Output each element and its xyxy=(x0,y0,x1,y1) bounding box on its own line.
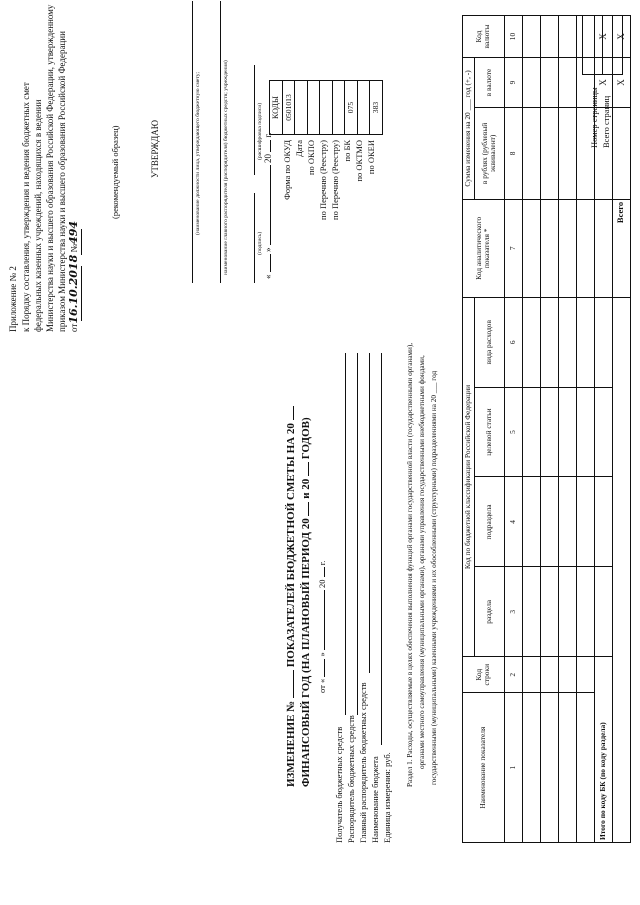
x-mark: X xyxy=(594,58,612,108)
table-cell[interactable] xyxy=(522,58,540,108)
col-header-row-code: Код строки xyxy=(463,657,505,693)
signature-caption: (подпись) xyxy=(257,231,263,255)
table-cell[interactable] xyxy=(558,477,576,567)
codes-label-okud: Форма по ОКУД xyxy=(282,140,292,200)
table-cell[interactable] xyxy=(594,477,612,567)
codes-label-oktmo: по ОКТМО xyxy=(354,140,364,182)
order-date-underline xyxy=(81,266,82,321)
doc-title-date xyxy=(318,561,328,693)
col-num: 7 xyxy=(504,199,522,297)
col-num: 9 xyxy=(504,58,522,108)
approve-institution-caption: наименование главного распорядителя (распорядителя) бюджетных средств; учреждения) xyxy=(223,60,229,275)
table-cell[interactable] xyxy=(576,199,594,297)
table-cell[interactable] xyxy=(594,567,612,657)
table-cell[interactable] xyxy=(576,567,594,657)
col-header-currency-code: Код валюты xyxy=(463,16,505,58)
table-cell[interactable] xyxy=(522,16,540,58)
x-mark: X xyxy=(612,16,630,58)
col-num: 5 xyxy=(504,387,522,477)
field-recipient: Получатель бюджетных средств xyxy=(334,726,344,843)
recommended-label: (рекомендуемый образец) xyxy=(110,125,120,219)
col-header-analytic: Код аналитического показателя * xyxy=(463,199,505,297)
table-cell[interactable] xyxy=(612,107,630,199)
table-cell[interactable] xyxy=(594,199,612,297)
doc-title-period: ФИНАНСОВЫЙ ГОД (НА ПЛАНОВЫЙ ПЕРИОД 20 xyxy=(300,518,312,787)
table-cell[interactable] xyxy=(540,693,558,843)
table-cell[interactable] xyxy=(522,693,540,843)
total-bk-label: Итого по коду БК (по коду раздела) xyxy=(594,657,612,843)
doc-title-years: ГОДОВ) xyxy=(300,417,312,460)
decoding-caption: (расшифровка подписи) xyxy=(257,102,263,160)
table-cell[interactable] xyxy=(576,297,594,387)
field-budget-name: Наименование бюджета xyxy=(370,756,380,843)
date-quote-close: » xyxy=(263,247,273,252)
page-number-label: Номер страницы xyxy=(589,87,599,148)
approve-title: УТВЕРЖДАЮ xyxy=(150,119,160,178)
x-mark: X xyxy=(612,58,630,108)
doc-title-number-label: ИЗМЕНЕНИЕ № xyxy=(285,700,297,787)
date-year-suffix: г. xyxy=(263,132,273,138)
col-num: 4 xyxy=(504,477,522,567)
col-num: 3 xyxy=(504,567,522,657)
page-total-label: Всего страниц xyxy=(601,95,611,148)
table-cell[interactable] xyxy=(594,387,612,477)
order-number: 494 xyxy=(67,220,80,244)
table-cell[interactable] xyxy=(558,387,576,477)
codes-label-okei: по ОКЕИ xyxy=(366,140,376,175)
field-main-distributor: Главный распорядитель бюджетных средств xyxy=(358,682,368,843)
codes-table xyxy=(269,80,383,135)
doc-title-main: ПОКАЗАТЕЛЕЙ БЮДЖЕТНОЙ СМЕТЫ НА 20 xyxy=(285,423,297,668)
col-header-name: Наименование показателя xyxy=(463,693,505,843)
table-cell[interactable] xyxy=(522,199,540,297)
field-distributor-line[interactable] xyxy=(357,353,358,715)
col-header-rub: в рублях (рублевый эквивалент) xyxy=(474,107,504,199)
table-cell[interactable] xyxy=(522,657,540,693)
doc-date-quote: » xyxy=(317,652,327,657)
table-cell[interactable] xyxy=(540,16,558,58)
codes-value-registry-1 xyxy=(320,81,333,135)
col-header-podrazdel: подраздела xyxy=(474,477,504,567)
table-cell[interactable] xyxy=(558,58,576,108)
table-row xyxy=(558,16,576,843)
codes-block xyxy=(269,80,383,135)
table-cell[interactable] xyxy=(558,657,576,693)
order-date: 16.10.2018 xyxy=(67,254,80,324)
table-cell[interactable] xyxy=(576,477,594,567)
codes-label-registry-2: по Перечню (Реестру) xyxy=(330,140,340,220)
field-distributor: Распорядитель бюджетных средств xyxy=(346,715,356,843)
table-cell[interactable] xyxy=(558,107,576,199)
table-cell[interactable] xyxy=(522,477,540,567)
table-cell[interactable] xyxy=(540,58,558,108)
doc-date-year-suffix: г. xyxy=(317,560,327,566)
field-main-distributor-line[interactable] xyxy=(369,353,370,673)
table-row-total xyxy=(612,16,630,843)
table-cell[interactable] xyxy=(540,657,558,693)
col-num: 2 xyxy=(504,657,522,693)
doc-date-year: 20 xyxy=(317,579,327,589)
col-num: 10 xyxy=(504,16,522,58)
codes-value-okei: 383 xyxy=(370,81,383,135)
col-header-bk: Код по бюджетной классификации Российской Федерации xyxy=(463,297,475,656)
date-year-prefix: 20 xyxy=(263,154,273,163)
table-cell[interactable] xyxy=(558,693,576,843)
table-cell[interactable] xyxy=(558,199,576,297)
approve-position-caption: (наименование должности лица, утверждающего бюджетную смету; xyxy=(195,71,201,235)
appendix-order-line xyxy=(68,221,81,332)
appendix-line: федеральных казенных учреждений, находящихся в ведении xyxy=(33,99,43,332)
doc-title-line2 xyxy=(300,417,313,787)
date-quote-open: « xyxy=(263,274,273,279)
appendix-title: Приложение № 2 xyxy=(8,266,18,332)
approve-date xyxy=(263,133,273,279)
table-cell[interactable] xyxy=(540,199,558,297)
codes-label-bk: по БК xyxy=(342,140,352,162)
table-cell[interactable] xyxy=(522,297,540,387)
table-cell[interactable] xyxy=(594,297,612,387)
table-cell[interactable] xyxy=(576,657,594,693)
col-num: 6 xyxy=(504,297,522,387)
codes-value-okud: 0501013 xyxy=(282,81,295,135)
codes-value-bk: 075 xyxy=(345,81,358,135)
page-number-box[interactable] xyxy=(582,15,623,75)
section1-line3: государственными (муниципальными) казенными учреждениями и их обособленными (структурными) подразделениями на 20 ___ год xyxy=(430,370,438,785)
x-mark: X xyxy=(594,16,612,58)
approve-institution-line xyxy=(220,1,221,283)
appendix-line: к Порядку составления, утверждения и ведения бюджетных смет xyxy=(21,82,31,332)
appendix-line: приказом Министерства науки и высшего образования Российской Федерации xyxy=(57,31,67,332)
codes-value-okpo xyxy=(307,81,320,135)
col-num: 8 xyxy=(504,107,522,199)
table-cell[interactable] xyxy=(522,567,540,657)
field-unit: Единица измерения: руб. xyxy=(382,752,392,843)
doc-title-period-and: и 20 xyxy=(300,478,312,499)
col-header-sum: Сумма изменения на 20 ___ год (+, -) xyxy=(463,58,475,200)
codes-value-registry-2 xyxy=(332,81,345,135)
table-cell[interactable] xyxy=(540,567,558,657)
order-number-underline xyxy=(81,229,82,255)
field-recipient-line[interactable] xyxy=(345,353,346,715)
total-label: Всего xyxy=(612,199,630,297)
codes-value-oktmo xyxy=(357,81,370,135)
col-num: 1 xyxy=(504,693,522,843)
col-header-razdel: раздела xyxy=(474,567,504,657)
table-cell[interactable] xyxy=(540,387,558,477)
table-cell[interactable] xyxy=(522,387,540,477)
table-cell[interactable] xyxy=(540,107,558,199)
field-budget-name-line[interactable] xyxy=(381,353,382,745)
table-cell[interactable] xyxy=(576,387,594,477)
col-header-currency: в валюте xyxy=(474,58,504,108)
doc-title-line1 xyxy=(285,406,298,787)
doc-date-from: от « xyxy=(317,678,327,693)
section1-line1: Раздел 1. Расходы, осуществляемые в целях обеспечения выполнения функций органами государственной власти (государственными органами), xyxy=(406,342,414,787)
order-from-label: от xyxy=(69,323,79,332)
order-number-label: № xyxy=(69,243,79,253)
appendix-line: Министерства науки и высшего образования Российской Федерации, утвержденному xyxy=(45,4,55,332)
table-row xyxy=(540,16,558,843)
table-cell[interactable] xyxy=(540,477,558,567)
col-header-vid: вида расходов xyxy=(474,297,504,387)
codes-value-date xyxy=(295,81,308,135)
table-row xyxy=(522,16,540,843)
codes-label-date: Дата xyxy=(294,140,304,157)
table-cell[interactable] xyxy=(558,567,576,657)
table-cell[interactable] xyxy=(558,297,576,387)
section1-line2: органами местного самоуправления (муниципальными органами), органами управления государственными внебюджетными фондами, xyxy=(418,355,426,769)
table-cell[interactable] xyxy=(558,16,576,58)
codes-label-registry-1: по Перечню (Реестру) xyxy=(318,140,328,220)
signature-line xyxy=(254,193,255,283)
approve-position-line xyxy=(192,1,193,283)
codes-header: КОДЫ xyxy=(270,81,283,135)
table-cell[interactable] xyxy=(540,297,558,387)
decoding-line xyxy=(254,65,255,175)
codes-label-okpo: по ОКПО xyxy=(306,140,316,176)
col-header-celevoy: целевой статьи xyxy=(474,387,504,477)
table-cell[interactable] xyxy=(522,107,540,199)
table-cell[interactable] xyxy=(576,693,594,843)
